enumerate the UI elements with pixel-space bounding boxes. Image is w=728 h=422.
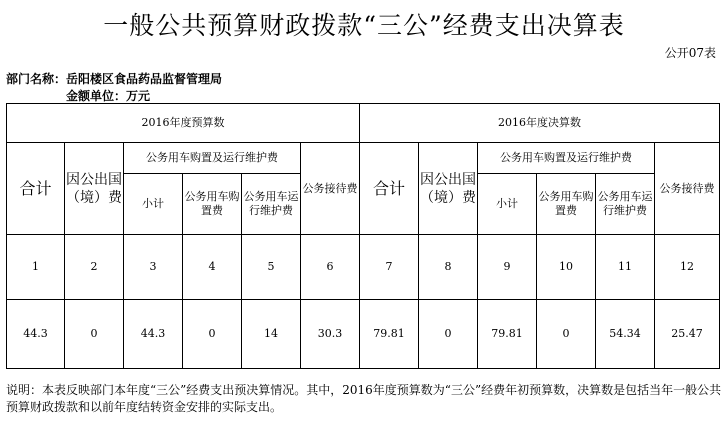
value-cell: 79.81 <box>360 300 419 369</box>
budget-subtotal-header: 小计 <box>124 174 183 235</box>
budget-abroad-header: 因公出国（境）费 <box>65 143 124 235</box>
final-vehicle-header: 公务用车购置及运行维护费 <box>478 143 655 174</box>
value-cell: 0 <box>537 300 596 369</box>
index-row <box>7 235 720 300</box>
expenditure-table <box>6 103 720 369</box>
department-name: 岳阳楼区食品药品监督管理局 <box>66 72 223 86</box>
final-purchase-header: 公务用车购置费 <box>537 174 596 235</box>
value-cell: 30.3 <box>301 300 360 369</box>
final-subtotal-header: 小计 <box>478 174 537 235</box>
index-cell: 10 <box>537 235 596 300</box>
budget-reception-header: 公务接待费 <box>301 143 360 235</box>
value-cell: 0 <box>65 300 124 369</box>
final-total-header: 合计 <box>360 143 419 235</box>
value-cell: 54.34 <box>596 300 655 369</box>
value-cell: 0 <box>183 300 242 369</box>
index-cell: 3 <box>124 235 183 300</box>
index-cell: 7 <box>360 235 419 300</box>
value-cell: 44.3 <box>7 300 65 369</box>
form-number: 公开07表 <box>664 46 716 60</box>
index-cell: 2 <box>65 235 124 300</box>
index-cell: 11 <box>596 235 655 300</box>
value-cell: 0 <box>419 300 478 369</box>
unit-label: 金额单位： <box>66 89 127 103</box>
value-cell: 25.47 <box>655 300 720 369</box>
index-cell: 5 <box>242 235 301 300</box>
index-cell: 12 <box>655 235 720 300</box>
index-cell: 8 <box>419 235 478 300</box>
index-cell: 4 <box>183 235 242 300</box>
budget-purchase-header: 公务用车购置费 <box>183 174 242 235</box>
final-operation-header: 公务用车运行维护费 <box>596 174 655 235</box>
unit-line <box>6 87 150 104</box>
page-title: 一般公共预算财政拨款“三公”经费支出决算表 <box>103 11 625 40</box>
value-row <box>7 300 720 369</box>
value-cell: 14 <box>242 300 301 369</box>
column-header-row <box>7 143 720 174</box>
value-cell: 44.3 <box>124 300 183 369</box>
unit-value: 万元 <box>126 89 151 103</box>
budget-vehicle-header: 公务用车购置及运行维护费 <box>124 143 301 174</box>
final-reception-header: 公务接待费 <box>655 143 720 235</box>
explanatory-note: 说明：本表反映部门本年度“三公”经费支出预决算情况。其中，2016年度预算数为“三公”经费年初预算数，决算数是包括当年一般公共预算财政拨款和以前年度结转资金安排的实际支出。 <box>6 383 722 414</box>
index-cell: 9 <box>478 235 537 300</box>
index-cell: 6 <box>301 235 360 300</box>
budget-operation-header: 公务用车运行维护费 <box>242 174 301 235</box>
index-cell: 1 <box>7 235 65 300</box>
period-header-row <box>7 104 720 143</box>
final-header: 2016年度决算数 <box>360 104 720 143</box>
budget-header: 2016年度预算数 <box>7 104 360 143</box>
department-label: 部门名称： <box>6 72 67 86</box>
budget-total-header: 合计 <box>7 143 65 235</box>
value-cell: 79.81 <box>478 300 537 369</box>
department-line <box>6 70 222 87</box>
final-abroad-header: 因公出国（境）费 <box>419 143 478 235</box>
